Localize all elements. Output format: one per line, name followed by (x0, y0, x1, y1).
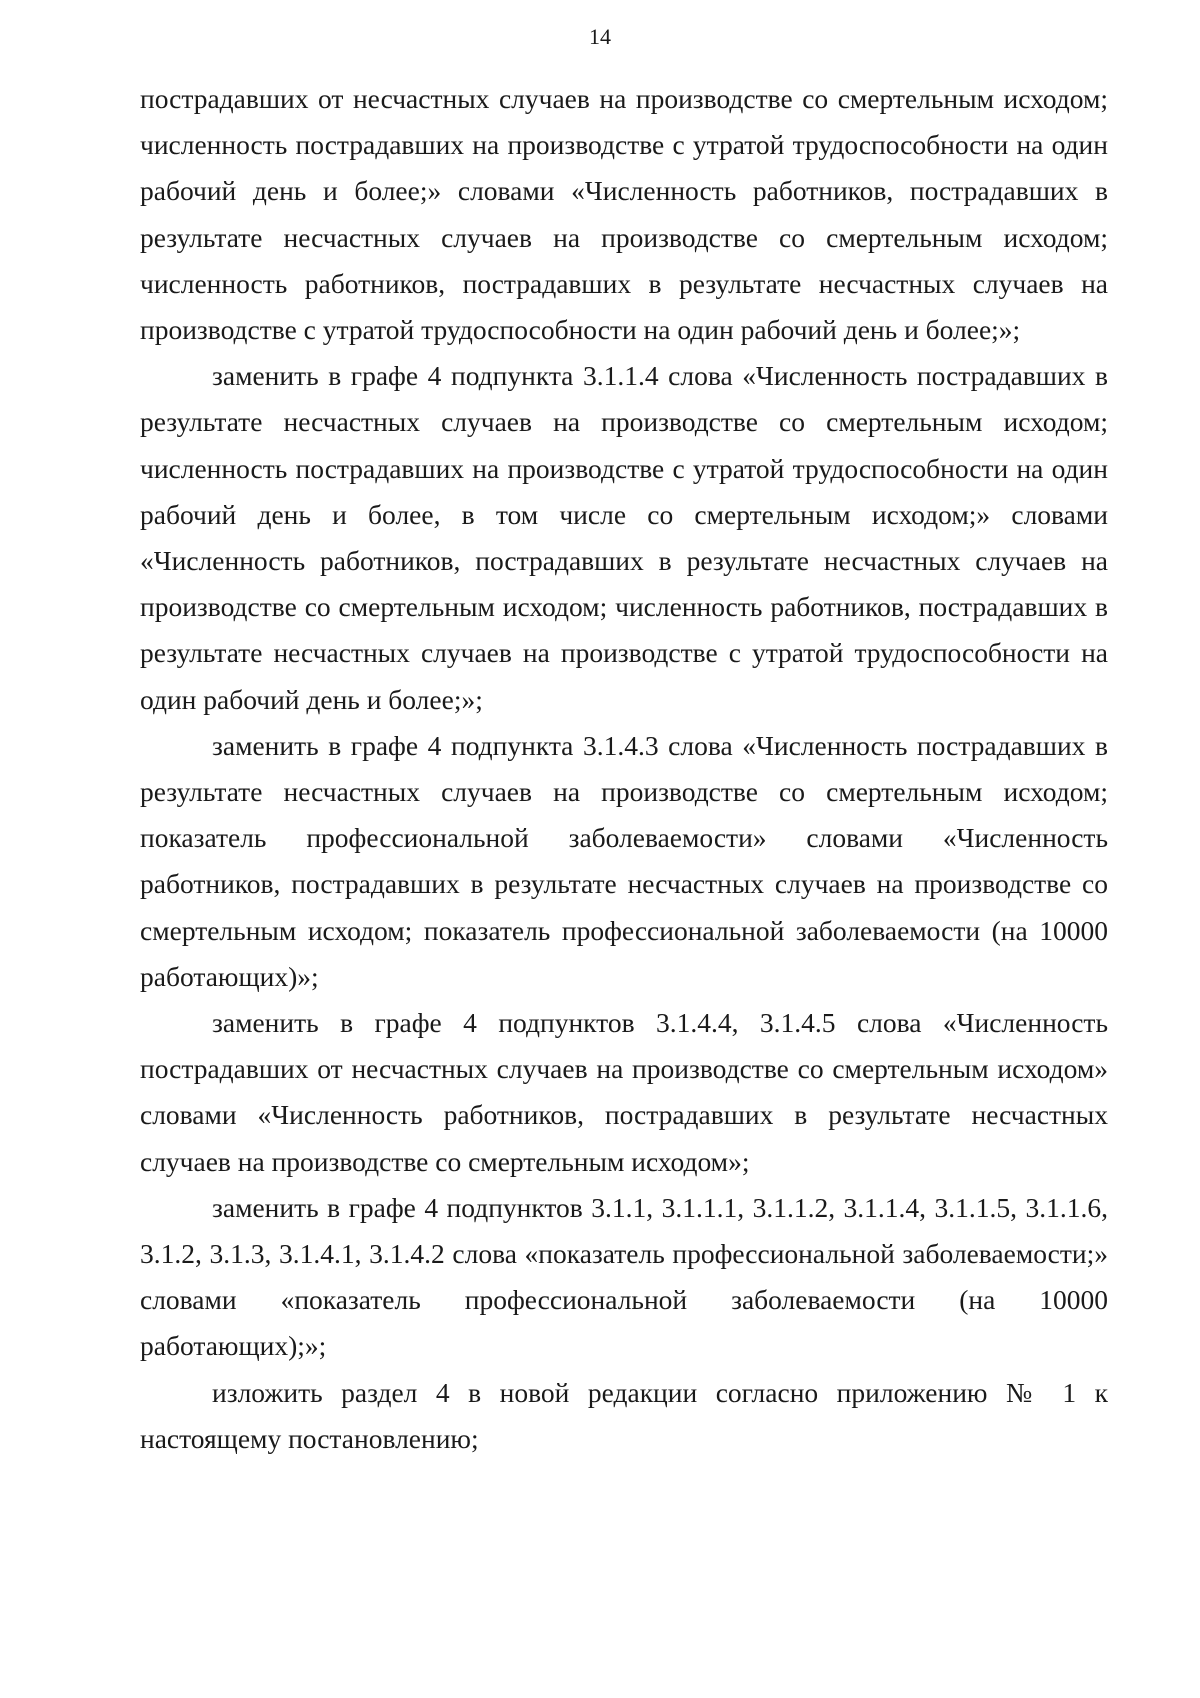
page-number: 14 (589, 24, 611, 49)
paragraph-amendment-3-1-4-3: заменить в графе 4 подпункта 3.1.4.3 слова «Численность пострадавших в результате несчастных случаев на производстве со смертельным исходом; показатель профессиональной заболеваемости» словами «Численность работников, пострадавших в результате несчастных случаев на производстве со смертельным исходом; показатель профессиональной заболеваемости (на 10000 работающих)»; (140, 729, 1108, 992)
paragraph-amendment-3-1-4-4: заменить в графе 4 подпунктов 3.1.4.4, 3.1.4.5 слова «Численность пострадавших от несчастных случаев на производстве со смертельным исходом» словами «Численность работников, пострадавших в результате несчастных случаев на производстве со смертельным исходом»; (140, 1007, 1108, 1177)
paragraph-amendment-3-1-1-4: заменить в графе 4 подпункта 3.1.1.4 слова «Численность пострадавших в результате несчастных случаев на производстве со смертельным исходом; численность пострадавших на производстве с утратой трудоспособности на один рабочий день и более, в том числе со смертельным исходом;» словами «Численность работников, пострадавших в результате несчастных случаев на производстве со смертельным исходом; численность работников, пострадавших в результате несчастных случаев на производстве с утратой трудоспособности на один рабочий день и более;»; (140, 360, 1108, 715)
paragraph-section-4: изложить раздел 4 в новой редакции согласно приложению № 1 к настоящему постановлению; (140, 1376, 1108, 1454)
document-body (140, 76, 1108, 1462)
paragraph-amendment-multiple-subitems: заменить в графе 4 подпунктов 3.1.1, 3.1.1.1, 3.1.1.2, 3.1.1.4, 3.1.1.5, 3.1.1.6, 3.1.2, 3.1.3, 3.1.4.1, 3.1.4.2 слова «показатель профессиональной заболеваемости;» словами «показатель профессиональной заболеваемости (на 10000 работающих);»; (140, 1191, 1108, 1362)
paragraph-continuation: пострадавших от несчастных случаев на производстве со смертельным исходом; численность пострадавших на производстве с утратой трудоспособности на один рабочий день и более;» словами «Численность работников, пострадавших в результате несчастных случаев на производстве со смертельным исходом; численность работников, пострадавших в результате несчастных случаев на производстве с утратой трудоспособности на один рабочий день и более;»; (140, 83, 1108, 346)
